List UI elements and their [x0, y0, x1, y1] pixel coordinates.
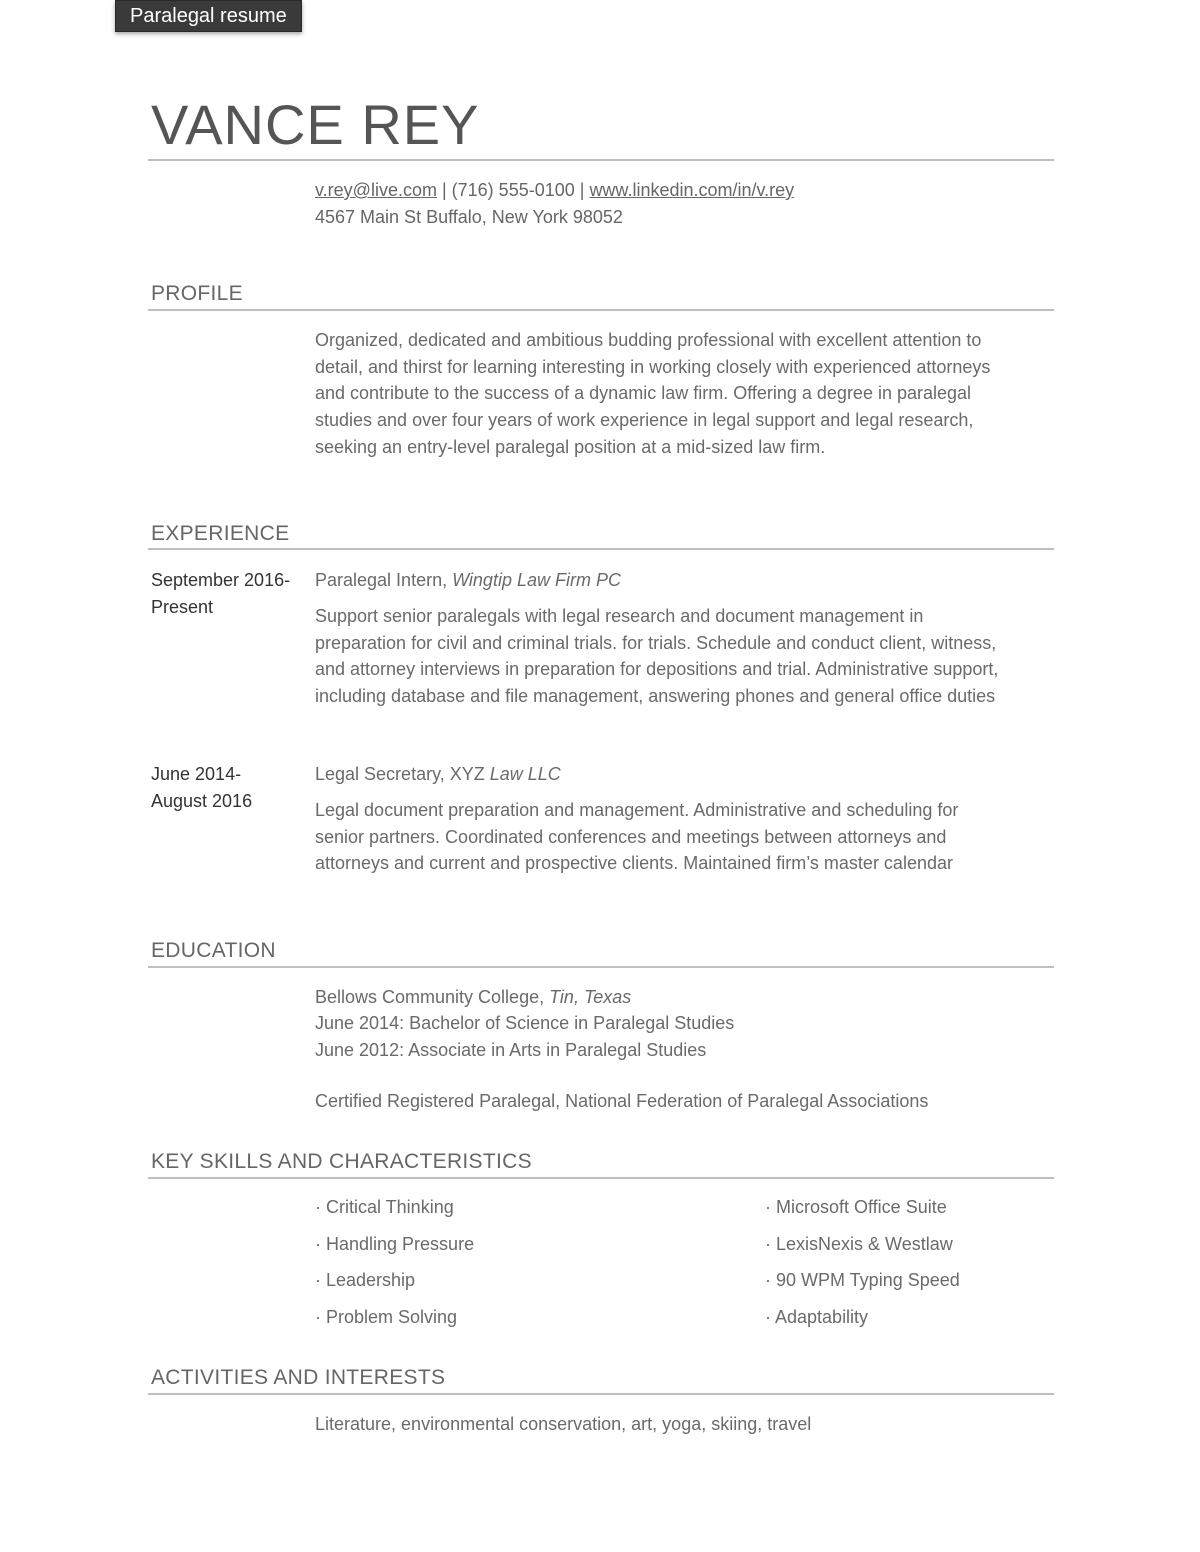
job-dates: September 2016-Present: [151, 570, 291, 617]
job-title: [315, 568, 621, 592]
skill-item: · Handling Pressure: [315, 1234, 475, 1254]
skill-item: · LexisNexis & Westlaw: [765, 1234, 953, 1254]
contact-line: [315, 178, 794, 202]
job-dates: June 2014-August 2016: [151, 764, 253, 811]
education-heading: EDUCATION: [151, 939, 276, 962]
degree: June 2014: Bachelor of Science in Paralegal Studies: [315, 1013, 735, 1033]
job-employer: Wingtip Law Firm PC: [452, 570, 621, 590]
activities-divider: [148, 1393, 1054, 1395]
skill-item: · Critical Thinking: [315, 1197, 454, 1217]
job-description: Legal document preparation and management. Administrative and scheduling for senior partners. Coordinated conferences and meetings between attorneys and attorneys and current and prospective clients. Maintained firm’s master calendar: [315, 800, 959, 874]
experience-heading: EXPERIENCE: [151, 522, 290, 545]
header-divider: [148, 159, 1054, 161]
profile-divider: [148, 309, 1054, 311]
skill-item: · Microsoft Office Suite: [765, 1197, 947, 1217]
skills-heading: KEY SKILLS AND CHARACTERISTICS: [151, 1150, 532, 1173]
profile-text: Organized, dedicated and ambitious budding professional with excellent attention to detail, and thirst for learning interesting in working closely with experienced attorneys and contribute to the success of a dynamic law firm. Offering a degree in paralegal studies and over four years of work experience in legal support and legal research, seeking an entry-level paralegal position at a mid-sized law firm.: [315, 330, 991, 457]
address: 4567 Main St Buffalo, New York 98052: [315, 207, 623, 227]
experience-divider: [148, 548, 1054, 550]
document-title-tooltip: Paralegal resume: [115, 0, 302, 32]
job-role: Paralegal Intern,: [315, 570, 453, 590]
skills-divider: [148, 1177, 1054, 1179]
contact-separator: |: [574, 180, 590, 200]
contact-separator: |: [436, 180, 452, 200]
skill-item: · Problem Solving: [315, 1307, 458, 1327]
linkedin-link[interactable]: www.linkedin.com/in/v.rey: [589, 180, 795, 200]
phone-number: (716) 555-0100: [451, 180, 575, 200]
skill-item: · 90 WPM Typing Speed: [765, 1270, 960, 1290]
profile-heading: PROFILE: [151, 282, 243, 305]
job-employer: Law LLC: [489, 764, 561, 784]
candidate-name: VANCE REY: [151, 93, 480, 156]
email-link[interactable]: v.rey@live.com: [315, 180, 437, 200]
school: [315, 985, 631, 1009]
degree: June 2012: Associate in Arts in Paralegal Studies: [315, 1040, 707, 1060]
skill-item: · Leadership: [315, 1270, 416, 1290]
skill-item: · Adaptability: [765, 1307, 869, 1327]
job-title: [315, 762, 561, 786]
activities-heading: ACTIVITIES AND INTERESTS: [151, 1366, 446, 1389]
certification: Certified Registered Paralegal, National Federation of Paralegal Associations: [315, 1091, 929, 1111]
school-location: Tin, Texas: [549, 987, 632, 1007]
activities-text: Literature, environmental conservation, art, yoga, skiing, travel: [315, 1414, 812, 1434]
job-description: Support senior paralegals with legal research and document management in preparation for civil and criminal trials. for trials. Schedule and conduct client, witness, and attorney interviews in preparation for depositions and trial. Administrative support, including database and file management, answering phones and general office duties: [315, 606, 999, 707]
job-role: Legal Secretary, XYZ: [315, 764, 490, 784]
education-divider: [148, 966, 1054, 968]
school-name: Bellows Community College,: [315, 987, 550, 1007]
